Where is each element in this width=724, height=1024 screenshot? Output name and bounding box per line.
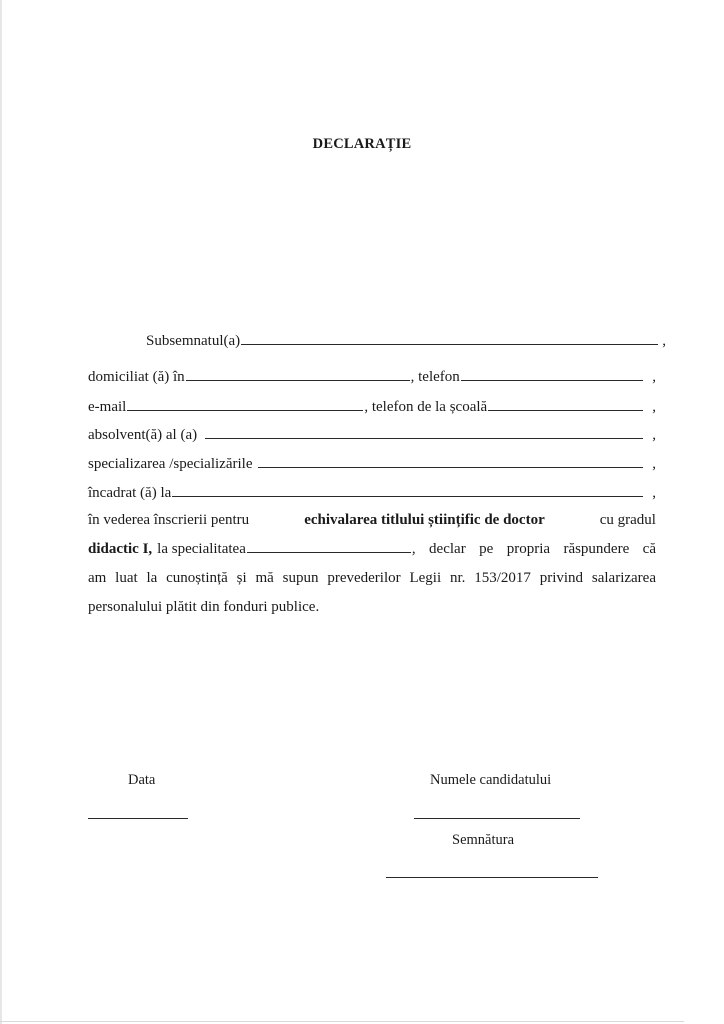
bottom-rule xyxy=(0,1021,684,1022)
paragraph-text: , declar pe propria răspundere că xyxy=(411,541,656,557)
comma: , xyxy=(662,333,666,349)
email-blank[interactable] xyxy=(127,396,363,411)
form-row-employment xyxy=(88,482,656,504)
paragraph-line-3 xyxy=(88,564,656,593)
paragraph-bold-text: didactic I, xyxy=(88,541,153,557)
paragraph-text: personalului plătit din fonduri publice. xyxy=(88,599,320,615)
document-title: DECLARAȚIE xyxy=(312,136,412,152)
declaration-paragraph xyxy=(88,506,656,622)
email-label: e-mail xyxy=(88,399,127,415)
employment-blank[interactable] xyxy=(172,482,643,497)
specialization-label: specializarea /specializările xyxy=(88,456,253,472)
school-phone-blank[interactable] xyxy=(488,396,643,411)
comma: , xyxy=(652,399,656,415)
address-blank[interactable] xyxy=(186,366,410,381)
date-line[interactable] xyxy=(88,818,188,819)
specialty-blank[interactable] xyxy=(247,538,411,553)
form-row-specialization xyxy=(88,453,656,475)
comma: , xyxy=(652,369,656,385)
school-phone-label: , telefon de la școală xyxy=(364,399,488,415)
phone-blank[interactable] xyxy=(461,366,643,381)
candidate-name-line[interactable] xyxy=(414,818,580,819)
paragraph-text: cu gradul xyxy=(599,512,656,528)
form-row-email xyxy=(88,396,656,418)
comma: , xyxy=(652,427,656,443)
paragraph-line-1 xyxy=(88,506,656,535)
comma: , xyxy=(652,485,656,501)
name-label: Subsemnatul(a) xyxy=(146,333,241,349)
comma: , xyxy=(652,456,656,472)
page-edge xyxy=(0,0,2,1024)
specialization-blank[interactable] xyxy=(258,453,643,468)
paragraph-line-4 xyxy=(88,593,656,622)
paragraph-line-2 xyxy=(88,535,656,564)
candidate-name-label: Numele candidatului xyxy=(430,772,552,788)
form-row-name xyxy=(146,330,666,352)
signature-line[interactable] xyxy=(386,877,598,878)
form-row-graduate xyxy=(88,424,656,446)
paragraph-bold-text: echivalarea titlului științific de doctor xyxy=(304,512,545,528)
date-label: Data xyxy=(128,772,156,788)
address-label: domiciliat (ă) în xyxy=(88,369,185,385)
form-row-address xyxy=(88,366,656,388)
graduate-blank[interactable] xyxy=(205,424,643,439)
paragraph-text: în vederea înscrierii pentru xyxy=(88,512,250,528)
phone-label: , telefon xyxy=(410,369,460,385)
paragraph-text: am luat la cunoștință și mă supun prevederilor Legii nr. 153/2017 privind salarizarea xyxy=(88,570,656,586)
signature-label: Semnătura xyxy=(452,832,515,848)
paragraph-text: la specialitatea xyxy=(157,541,246,557)
name-blank[interactable] xyxy=(241,330,658,345)
employment-label: încadrat (ă) la xyxy=(88,485,172,501)
graduate-label: absolvent(ă) al (a) xyxy=(88,427,198,443)
